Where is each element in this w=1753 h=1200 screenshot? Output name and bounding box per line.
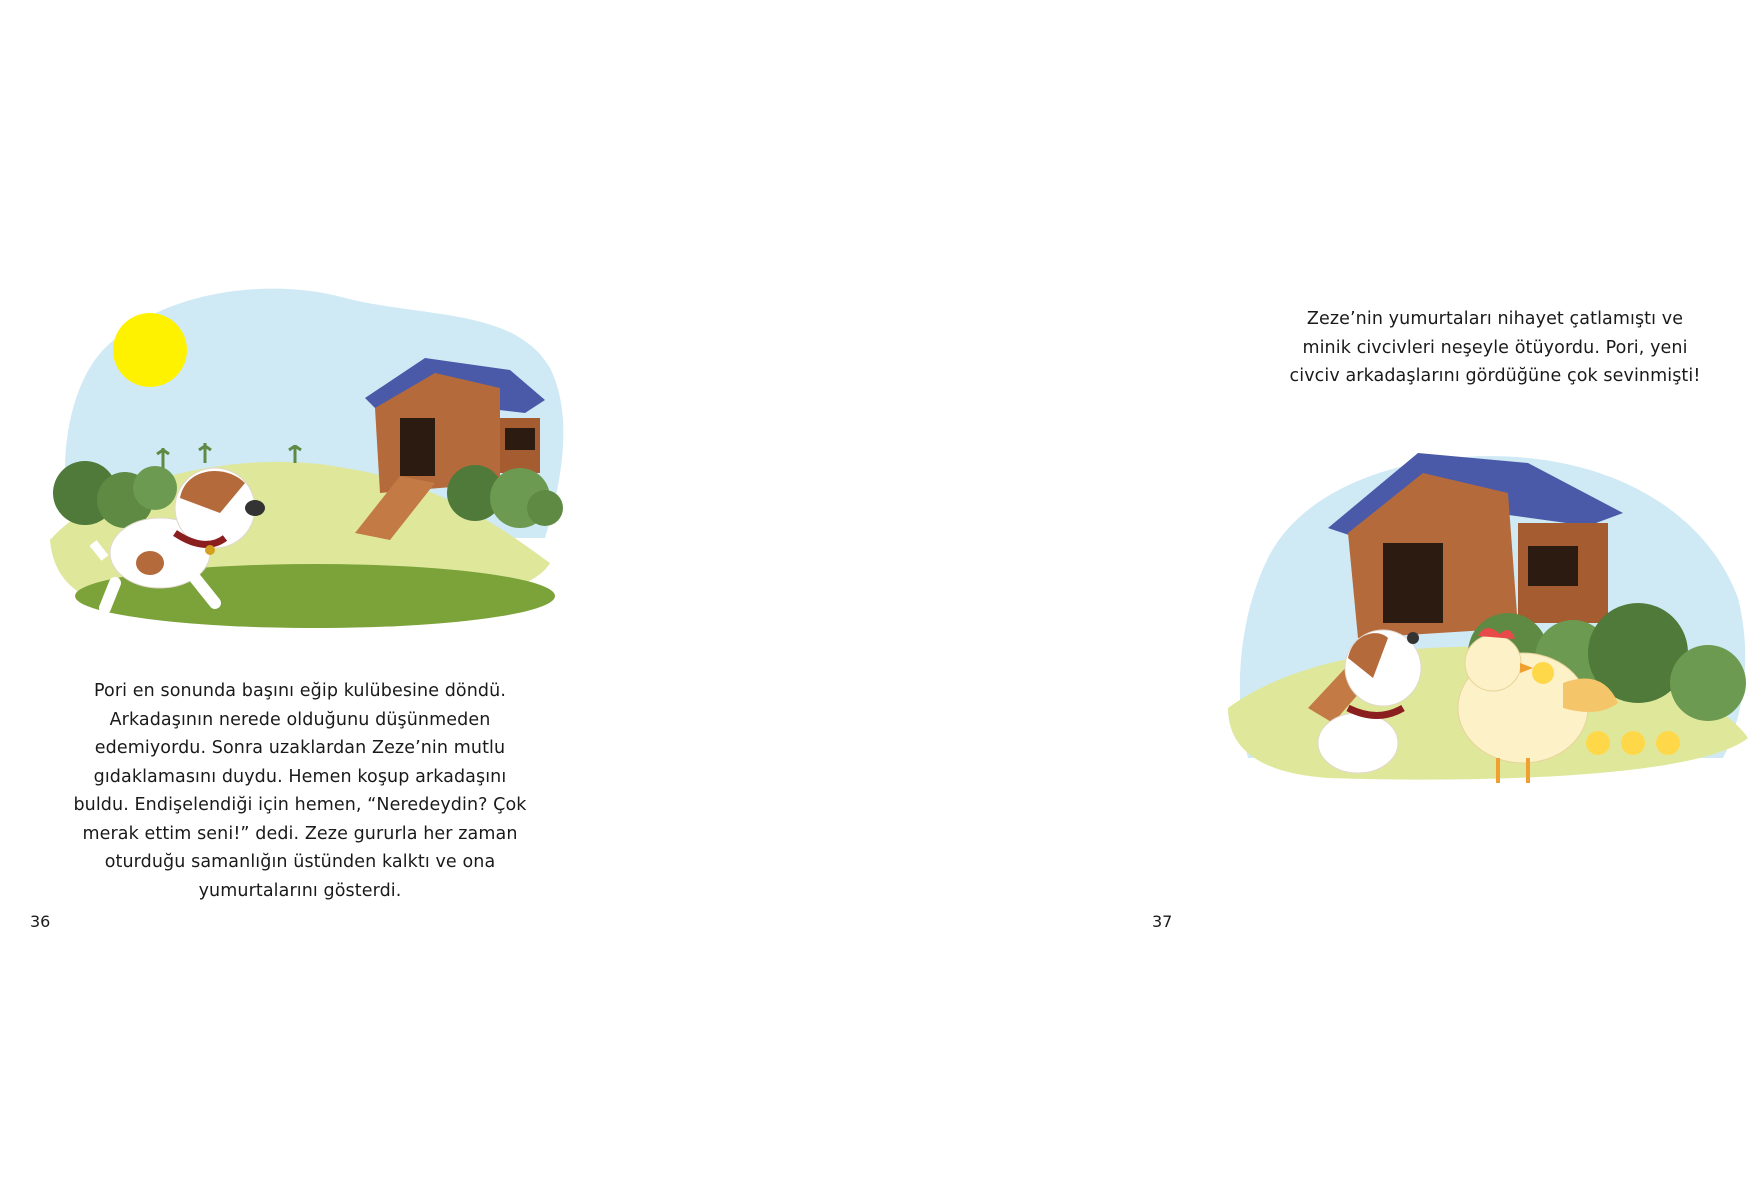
left-story-text: Pori en sonunda başını eğip kulübesine döndü. Arkadaşının nerede olduğunu düşünmeden edemiyordu. Sonra uzaklardan Zeze’nin mutlu gıdaklamasını duydu. Hemen koşup arkadaşını buldu. Endişelendiği için hemen, “Neredeydin? Çok merak ettim seni!” dedi. Zeze gururla her zaman oturduğu samanlığın üstünden kalktı ve ona yumurtalarını gösterdi. xyxy=(73,681,527,901)
right-page xyxy=(600,0,1701,1200)
dog-running-to-coop-illustration xyxy=(45,278,565,640)
page-number-left: 36 xyxy=(30,912,51,931)
right-story-text: Zeze’nin yumurtaları nihayet çatlamıştı ve minik civcivleri neşeyle ötüyordu. Pori, yeni civciv arkadaşlarını gördüğüne çok sevinmişti! xyxy=(1289,309,1701,386)
dog-and-hen-with-chicks-illustration xyxy=(1228,438,1753,783)
page-number-right: 37 xyxy=(1152,912,1173,931)
left-page xyxy=(0,0,600,1200)
